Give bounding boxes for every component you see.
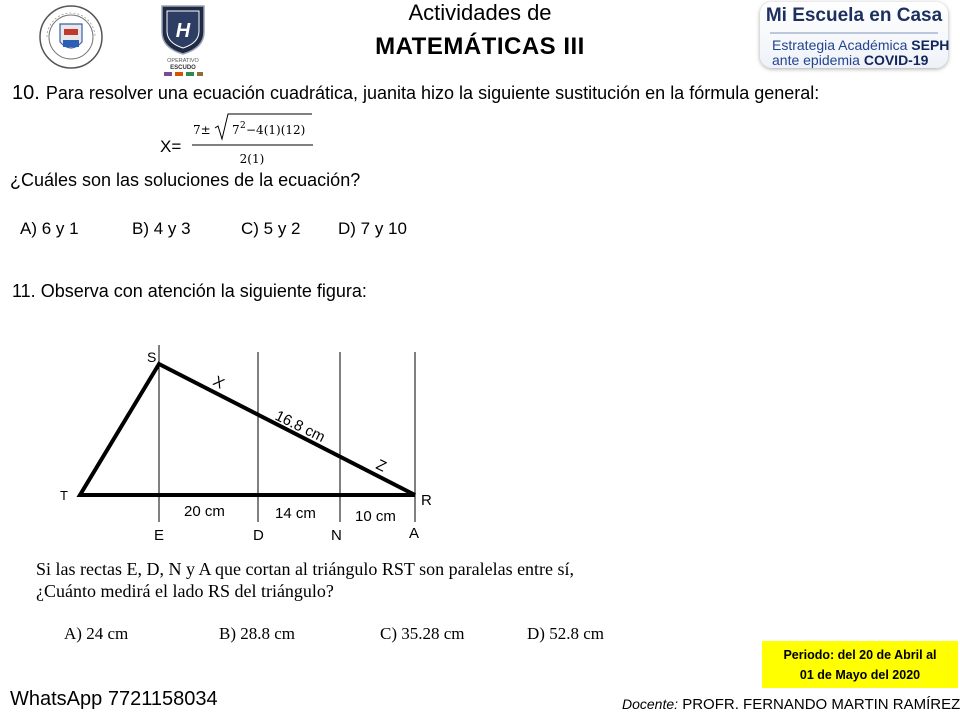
question-11-text-line2: ¿Cuánto medirá el lado RS del triángulo? [36, 581, 334, 601]
badge-line2-text: ante epidemia [772, 52, 864, 68]
badge-title: Mi Escuela en Casa [765, 5, 943, 26]
q10-option-a: A) 6 y 1 [20, 219, 79, 238]
question-11-text-line1: Si las rectas E, D, N y A que cortan al triángulo RST son paralelas entre sí, [36, 559, 575, 579]
escudo-caption-2: ESCUDO [170, 65, 196, 71]
formula-radicand-rest: −4(1)(12) [246, 123, 306, 137]
periodo-line2: 01 de Mayo del 2020 [799, 667, 921, 682]
svg-text:H: H [175, 20, 191, 42]
quadratic-formula [160, 108, 340, 168]
q10-option-b: B) 4 y 3 [132, 219, 191, 238]
formula-denominator: 2(1) [239, 152, 265, 166]
q10-option-d: D) 7 y 10 [338, 219, 407, 238]
formula-radicand-base: 7 [232, 123, 240, 137]
label-n: N [331, 527, 342, 544]
question-10-text: Para resolver una ecuación cuadrática, juanita hizo la siguiente sustitución en la fórmula general: [45, 83, 820, 103]
q10-option-c: C) 5 y 2 [241, 219, 301, 238]
badge-line2 [772, 52, 928, 68]
docente-line [622, 696, 960, 713]
school-seal-logo [38, 4, 104, 70]
label-16-8: 16.8 cm [272, 407, 328, 446]
docente-name: PROFR. FERNANDO MARTIN RAMÍREZ [678, 696, 960, 713]
q11-option-b: B) 28.8 cm [219, 624, 296, 643]
page-title-line1: Actividades de [408, 0, 552, 25]
formula-lhs: X= [160, 137, 182, 156]
triangle-figure [0, 340, 460, 550]
question-10-ask: ¿Cuáles son las soluciones de la ecuación? [10, 170, 361, 190]
label-e: E [154, 527, 165, 544]
badge-line2-bold: COVID-19 [863, 52, 929, 68]
badge-line1-bold: SEPH [911, 37, 950, 53]
escudo-caption-1: OPERATIVO [167, 58, 199, 64]
question-10-number: 10. [12, 82, 40, 104]
segment-14: 14 cm [275, 505, 316, 522]
label-a: A [409, 525, 420, 542]
q11-option-c: C) 35.28 cm [380, 624, 465, 643]
whatsapp-contact: WhatsApp 7721158034 [10, 688, 218, 710]
badge-divider [770, 32, 938, 34]
q11-option-d: D) 52.8 cm [527, 624, 604, 643]
periodo-line1: Periodo: del 20 de Abril al [783, 647, 937, 662]
vertex-s: S [147, 349, 157, 365]
segment-10: 10 cm [355, 508, 396, 525]
label-d: D [253, 527, 264, 544]
page-title-line2: MATEMÁTICAS III [375, 33, 585, 60]
badge-line1-text: Estrategia Académica [772, 37, 912, 53]
operativo-escudo-logo [156, 2, 210, 78]
formula-numerator-prefix: 7± [193, 123, 211, 137]
question-11-statement: 11. Observa con atención la siguiente figura: [12, 281, 367, 301]
mi-escuela-en-casa-badge [760, 2, 948, 68]
docente-label: Docente: [622, 696, 679, 712]
question-10-statement [12, 82, 819, 105]
periodo-box [762, 641, 958, 688]
formula-radicand-exp: 2 [240, 121, 246, 131]
vertex-t: T [60, 488, 68, 503]
vertex-r: R [421, 492, 432, 509]
label-x: X [210, 372, 228, 393]
label-z: Z [373, 456, 389, 476]
triangle-rst [80, 364, 415, 495]
q11-option-a: A) 24 cm [64, 624, 129, 643]
badge-line1 [772, 37, 949, 53]
segment-20: 20 cm [184, 503, 225, 520]
